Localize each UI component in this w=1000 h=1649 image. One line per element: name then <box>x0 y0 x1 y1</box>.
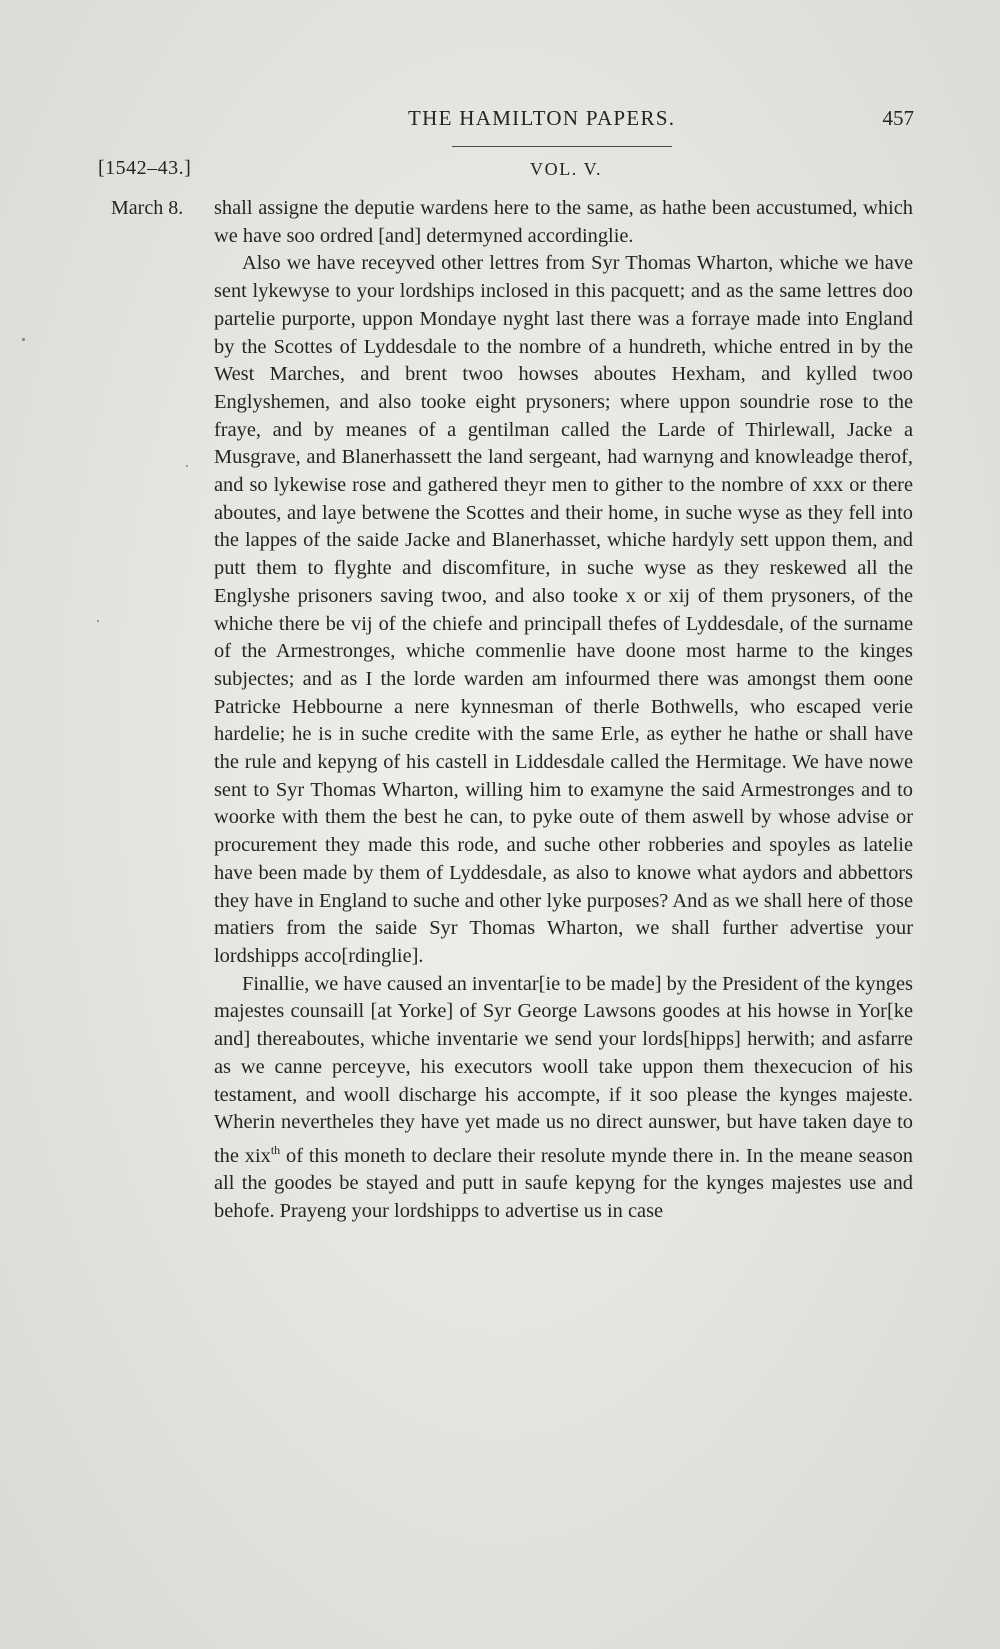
paragraph-3-text-start: Finallie, we have caused an inventar[ie to be made] by the President of the kynges majestes counsaill [at Yorke] of Syr George Lawsons goodes at his howse in Yor[ke and] thereaboutes, whiche inventarie we send your lords[hipps] herwith; and asfarre as we canne perceyve, his executors wooll take uppon them thexecucion of his testament, and wooll discharge his accompte, if it soo please the kynges majeste. Wherin nevertheles they have yet made us no direct aunswer, but have taken daye to the xix <box>214 972 913 1167</box>
paragraph-3-text-end: of this moneth to declare their resolute mynde there in. In the meane season all the goodes be stayed and putt in saufe kepyng for the kynges majestes use and behofe. Prayeng your lordshipps to advertise us in case <box>214 1144 913 1223</box>
page-number: 457 <box>882 106 914 130</box>
letter-body <box>214 195 913 1226</box>
running-title: THE HAMILTON PAPERS. <box>408 106 676 130</box>
volume-label: VOL. V. <box>530 159 603 179</box>
paragraph-2: Also we have receyved other lettres from Syr Thomas Wharton, whiche we have sent lykewyse to your lordships inclosed in this pacquett; and as the same lettres doo partelie purporte, uppon Mondaye nyght last there was a forraye made into England by the Scottes of Lyddesdale to the nombre of a hundreth, whiche entred in by the West Marches, and brent twoo howses aboutes Hexham, and kylled twoo Englyshemen, and also tooke eight prysoners; where uppon soundrie rose to the fraye, and by meanes of a gentilman called the Larde of Thirlewall, Jacke a Musgrave, and Blanerhassett the land sergeant, had warnyng and knowleadge therof, and so lykewise rose and gathered theyr men to gither to the nombre of xxx or there aboutes, and laye betwene the Scottes and their home, in suche wyse as they fell into the lappes of the saide Jacke and Blanerhasset, whiche hardyly sett uppon them, and putt them to flyghte and discomfiture, in suche wyse as they reskewed all the Englyshe prisoners saving twoo, and also tooke x or xij of them prysoners, of the whiche there be vij of the chiefe and principall thefes of Lyddesdale, of the surname of the Armestronges, whiche commenlie have doone most harme to the kinges subjectes; and as I the lorde warden am infourmed there was amongst them oone Patricke Hebbourne a nere kynnesman of therle Bothwells, who escaped verie hardelie; he is in suche credite with the same Erle, as eyther he hathe or shall have the rule and kepyng of his castell in Liddesdale called the Hermitage. We have nowe sent to Syr Thomas Wharton, willing him to examyne the said Armestronges and to woorke with them the best he can, to pyke oute of them aswell by whose advise or procurement they made this rode, and suche other robberies and spoyles as latelie have been made by them of Lyddesdale, as also to knowe what aydors and abbettors they have in England to suche and other lyke purposes? And as we shall here of those matiers from the saide Syr Thomas Wharton, we shall further advertise your lordshipps acco[rdinglie]. <box>214 252 913 967</box>
paper-speck <box>186 465 188 467</box>
paragraph-1: shall assigne the deputie wardens here to the same, as hathe been accustumed, which we have soo ordred [and] determyned accordinglie. <box>214 197 913 247</box>
paper-speck <box>97 620 99 622</box>
margin-date: March 8. <box>111 197 184 219</box>
paper-speck <box>22 338 25 341</box>
paragraph-3 <box>214 971 913 1226</box>
running-head <box>0 106 1000 140</box>
date-range: [1542–43.] <box>98 157 192 179</box>
superscript-th: th <box>270 1142 281 1157</box>
header-rule <box>452 146 672 147</box>
